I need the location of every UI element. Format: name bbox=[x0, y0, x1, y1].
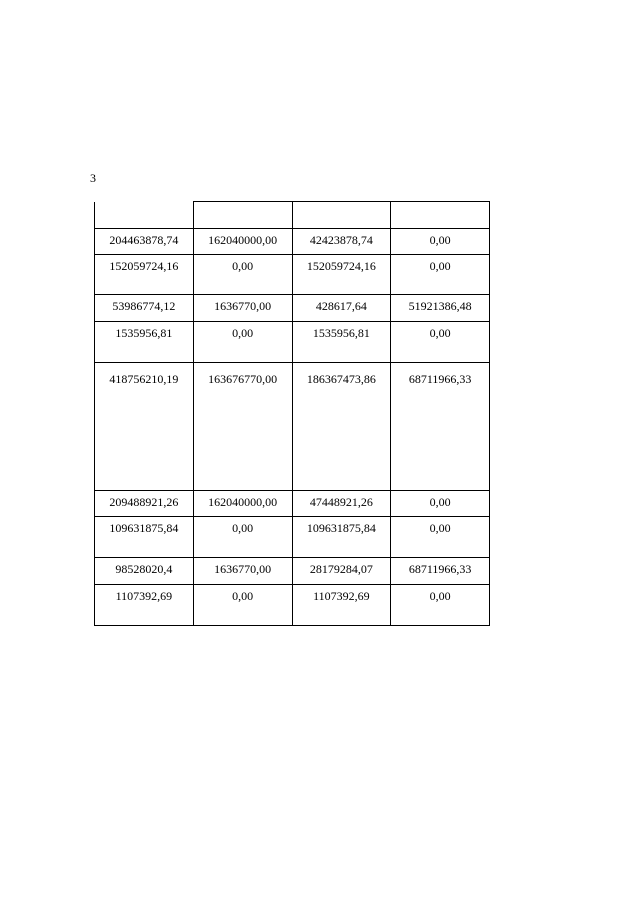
table-row bbox=[95, 517, 490, 558]
table-header-row bbox=[95, 202, 490, 229]
data-table bbox=[94, 201, 490, 626]
table-cell: 0,00 bbox=[391, 229, 490, 255]
table-cell: 204463878,74 bbox=[95, 229, 194, 255]
table-cell: 428617,64 bbox=[292, 295, 391, 322]
table-row bbox=[95, 585, 490, 626]
table-cell: 0,00 bbox=[391, 517, 490, 558]
table-cell: 1535956,81 bbox=[95, 322, 194, 363]
table-cell: 53986774,12 bbox=[95, 295, 194, 322]
table-cell: 1107392,69 bbox=[95, 585, 194, 626]
page-number-fragment: 3 bbox=[90, 171, 96, 185]
table-cell: 1636770,00 bbox=[193, 295, 292, 322]
table-cell: 163676770,00 bbox=[193, 363, 292, 491]
table-cell: 1636770,00 bbox=[193, 558, 292, 585]
table-cell: 1535956,81 bbox=[292, 322, 391, 363]
table-cell: 152059724,16 bbox=[292, 255, 391, 295]
table-row bbox=[95, 558, 490, 585]
table-row bbox=[95, 229, 490, 255]
table-cell: 1107392,69 bbox=[292, 585, 391, 626]
table-cell: 0,00 bbox=[193, 585, 292, 626]
table-cell: 209488921,26 bbox=[95, 491, 194, 517]
table-cell: 418756210,19 bbox=[95, 363, 194, 491]
table-row bbox=[95, 491, 490, 517]
financial-table bbox=[94, 201, 490, 626]
table-cell: 0,00 bbox=[391, 491, 490, 517]
table-cell: 109631875,84 bbox=[95, 517, 194, 558]
table-row bbox=[95, 363, 490, 491]
table-cell: 0,00 bbox=[391, 322, 490, 363]
table-cell: 109631875,84 bbox=[292, 517, 391, 558]
table-row bbox=[95, 255, 490, 295]
table-cell: 42423878,74 bbox=[292, 229, 391, 255]
table-cell: 68711966,33 bbox=[391, 558, 490, 585]
header-cell bbox=[95, 202, 194, 229]
table-cell: 0,00 bbox=[391, 585, 490, 626]
table-cell: 162040000,00 bbox=[193, 229, 292, 255]
header-cell bbox=[391, 202, 490, 229]
table-row bbox=[95, 322, 490, 363]
table-cell: 68711966,33 bbox=[391, 363, 490, 491]
table-cell: 28179284,07 bbox=[292, 558, 391, 585]
header-cell bbox=[292, 202, 391, 229]
table-cell: 152059724,16 bbox=[95, 255, 194, 295]
table-row bbox=[95, 295, 490, 322]
table-cell: 0,00 bbox=[391, 255, 490, 295]
table-cell: 186367473,86 bbox=[292, 363, 391, 491]
table-cell: 98528020,4 bbox=[95, 558, 194, 585]
table-cell: 51921386,48 bbox=[391, 295, 490, 322]
header-cell bbox=[193, 202, 292, 229]
table-cell: 0,00 bbox=[193, 322, 292, 363]
table-cell: 0,00 bbox=[193, 255, 292, 295]
table-cell: 0,00 bbox=[193, 517, 292, 558]
table-cell: 47448921,26 bbox=[292, 491, 391, 517]
table-cell: 162040000,00 bbox=[193, 491, 292, 517]
